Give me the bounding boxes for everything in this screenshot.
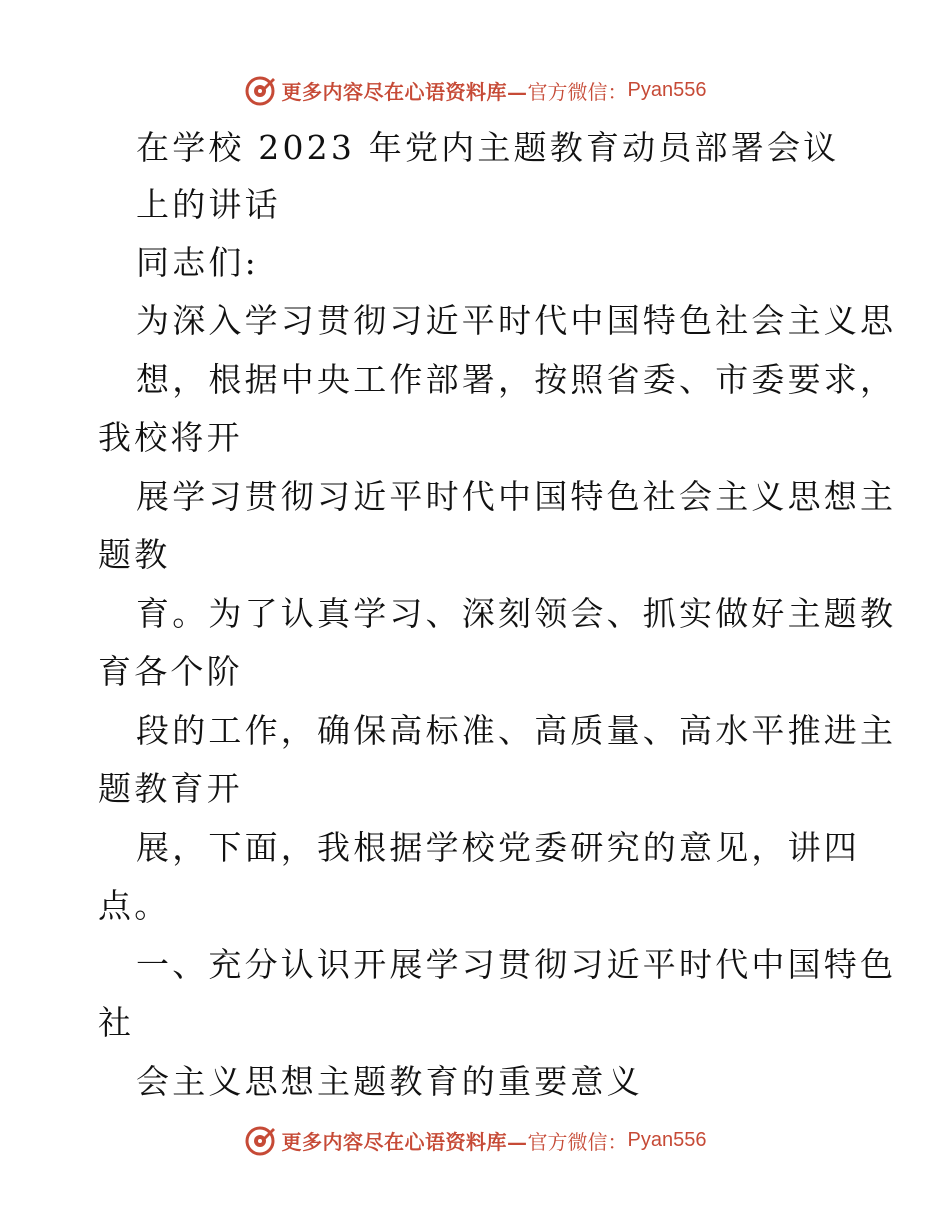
doc-line: 育。为了认真学习、深刻领会、抓实做好主题教 [136,594,897,633]
watermark-contact-label: 官方微信： [527,79,628,104]
watermark-wechat-id: Pyan556 [627,1128,707,1151]
watermark-brand: 更多内容尽在心语资料库— [281,1129,528,1154]
doc-line: 展学习贯彻习近平时代中国特色社会主义思想主 [136,477,897,516]
doc-line: 育各个阶 [98,652,243,691]
pen-logo-icon [244,1124,276,1156]
doc-line: 我校将开 [98,418,243,457]
doc-line: 题教育开 [98,769,243,808]
doc-section-heading-1-cont: 会主义思想主题教育的重要意义 [136,1062,643,1101]
doc-line: 段的工作，确保高标准、高质量、高水平推进主 [136,711,897,750]
doc-line: 为深入学习贯彻习近平时代中国特色社会主义思 [136,301,897,340]
doc-title-line-2: 上的讲话 [136,185,281,224]
doc-section-heading-1-cont: 社 [98,1003,135,1042]
doc-title-line-1: 在学校 2023 年党内主题教育动员部署会议 [136,128,840,167]
watermark-brand: 更多内容尽在心语资料库— [281,79,528,104]
watermark-contact-label: 官方微信： [527,1129,628,1154]
footer-watermark [0,1120,950,1160]
doc-line: 展，下面，我根据学校党委研究的意见，讲四 [136,828,860,867]
doc-line: 题教 [98,535,171,574]
watermark-wechat-id: Pyan556 [627,78,707,101]
doc-line: 点。 [98,886,171,925]
doc-line: 想，根据中央工作部署，按照省委、市委要求， [136,360,897,399]
doc-section-heading-1: 一、充分认识开展学习贯彻习近平时代中国特色 [136,945,897,984]
doc-salutation: 同志们: [136,243,259,282]
